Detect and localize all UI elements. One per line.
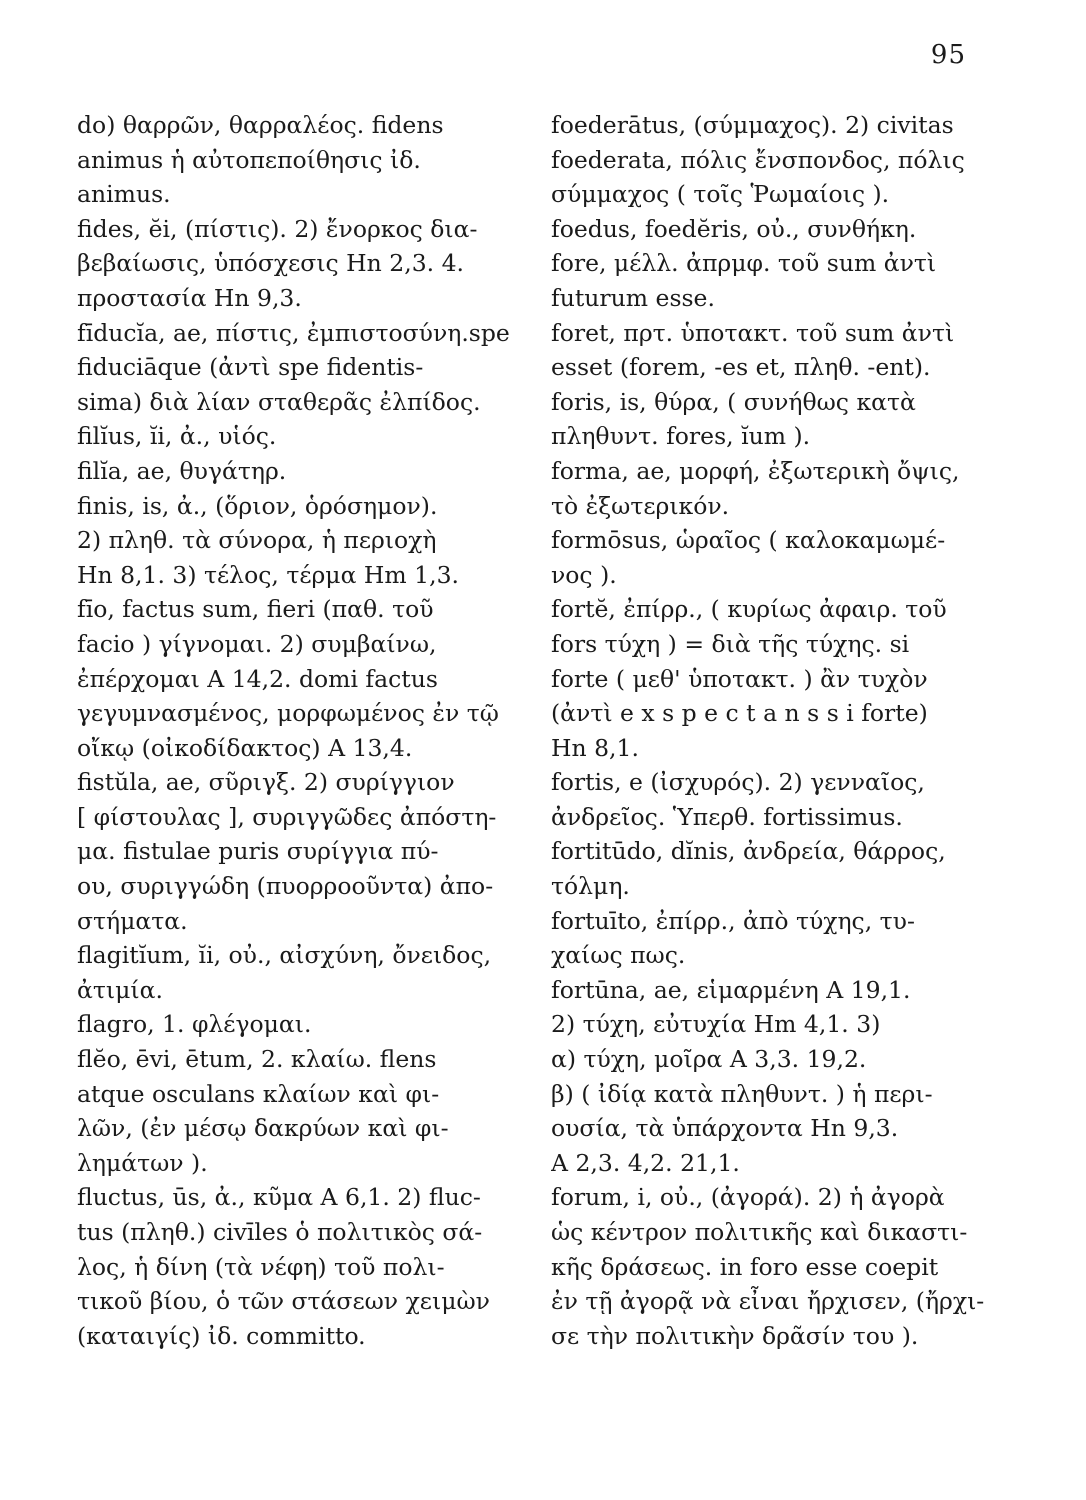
dictionary-line: filĭa, ae, θυγάτηρ. [77,456,287,485]
dictionary-line: fīo, factus sum, fieri (παθ. τοῦ [77,595,434,624]
dictionary-line: μα. fistulae puris συρίγγια πύ- [77,837,439,866]
dictionary-line: fortitūdo, dĭnis, ἀνδρεία, θάρρος, [551,837,946,866]
dictionary-line: πληθυντ. fores, ĭum ). [551,422,811,451]
dictionary-line: forte ( μεθ' ὑποτακτ. ) ἂν τυχὸν [551,664,928,693]
dictionary-line: fortuīto, ἐπίρρ., ἀπὸ τύχης, τυ- [551,906,915,935]
dictionary-line: fiduciāque (ἀντὶ spe fidentis- [77,353,424,382]
dictionary-line: κῆς δράσεως. in foro esse coepit [551,1252,939,1281]
dictionary-line: β) ( ἰδίᾳ κατὰ πληθυντ. ) ἡ περι- [551,1079,933,1108]
dictionary-line: foederātus, (σύμμαχος). 2) civitas [551,111,954,139]
dictionary-line: facio ) γίγνομαι. 2) συμβαίνω, [77,629,437,658]
dictionary-line: fortūna, ae, εἱμαρμένη A 19,1. [551,975,911,1004]
dictionary-line: λος, ἡ δίνη (τὰ νέφη) τοῦ πολι- [77,1252,445,1281]
dictionary-line: atque osculans κλαίων καὶ φι- [77,1079,440,1108]
dictionary-line: finis, is, ἀ., (ὅριον, ὁρόσημον). [77,491,438,520]
dictionary-line: fistŭla, ae, σῦριγξ. 2) συρίγγιον [77,768,455,797]
dictionary-line: σύμμαχος ( τοῖς Ῥωμαίοις ). [551,180,890,209]
dictionary-line: 2) πληθ. τὰ σύνορα, ἡ περιοχὴ [77,526,437,555]
dictionary-line: α) τύχη, μοῖρα A 3,3. 19,2. [551,1045,867,1074]
dictionary-line: τικοῦ βίου, ὁ τῶν στάσεων χειμὼν [77,1287,490,1316]
dictionary-line: foederata, πόλις ἔνσπονδος, πόλις [551,145,965,174]
dictionary-line: (ἀντὶ e x s p e c t a n s s i forte) [551,699,928,728]
dictionary-line: ἐν τῇ ἀγορᾷ νὰ εἶναι ἤρχισεν, (ἤρχι- [551,1287,985,1316]
dictionary-line: flĕo, ēvi, ētum, 2. κλαίω. flens [77,1045,437,1074]
dictionary-line: ἐπέρχομαι A 14,2. domi factus [77,664,438,693]
dictionary-line: Hn 8,1. 3) τέλος, τέρμα Hm 1,3. [77,560,460,589]
dictionary-line: foret, πρτ. ὑποτακτ. τοῦ sum ἀντὶ [551,318,955,347]
dictionary-line: οἴκῳ (οἰκοδίδακτος) A 13,4. [77,733,413,762]
dictionary-line: στήματα. [77,906,188,935]
dictionary-line: fortĕ, ἐπίρρ., ( κυρίως ἀφαιρ. τοῦ [551,595,947,624]
dictionary-line: flagitĭum, ĭi, οὐ., αἰσχύνη, ὄνειδος, [77,941,492,970]
dictionary-line: flagro, 1. φλέγομαι. [77,1010,312,1039]
dictionary-line: esset (forem, -es et, πληθ. -ent). [551,353,931,382]
dictionary-line: sima) διὰ λίαν σταθερᾶς ἐλπίδος. [77,387,481,416]
dictionary-line: χαίως πως. [551,941,686,970]
page-number: 95 [930,40,966,70]
dictionary-line: ὡς κέντρον πολιτικῆς καὶ δικαστι- [551,1218,968,1246]
dictionary-line: animus. [77,180,171,209]
dictionary-line: fīducĭa, ae, πίστις, ἐμπιστοσύνη.spe [77,318,510,347]
dictionary-line: animus ἡ αὐτοπεποίθησις ἰδ. [77,145,421,174]
dictionary-line: τόλμη. [551,872,630,901]
dictionary-line: fluctus, ūs, ἀ., κῦμα A 6,1. 2) fluc- [77,1183,481,1212]
dictionary-line: λῶν, (ἐν μέσῳ δακρύων καὶ φι- [77,1114,449,1143]
right-column [551,108,1021,1353]
dictionary-line: τὸ ἐξωτερικόν. [551,491,730,520]
dictionary-line: A 2,3. 4,2. 21,1. [551,1148,740,1177]
dictionary-line: fortis, e (ἰσχυρός). 2) γενναῖος, [551,768,925,797]
dictionary-line: do) θαρρῶν, θαρραλέος. fidens [77,111,444,139]
dictionary-line: γεγυμνασμένος, μορφωμένος ἐν τῷ [77,699,499,728]
dictionary-line: fors τύχη ) = διὰ τῆς τύχης. si [551,629,910,658]
dictionary-line: ἀτιμία. [77,975,163,1004]
dictionary-line: fides, ĕi, (πίστις). 2) ἔνορκος δια- [77,214,478,243]
dictionary-line: forum, i, οὐ., (ἀγορά). 2) ἡ ἀγορὰ [551,1183,945,1212]
left-column [77,108,541,1353]
dictionary-line: tus (πληθ.) civīles ὁ πολιτικὸς σά- [77,1218,483,1246]
dictionary-line: βεβαίωσις, ὑπόσχεσις Hn 2,3. 4. [77,249,465,278]
dictionary-line: ἀνδρεῖος. Ὑπερθ. fortissimus. [551,802,903,831]
dictionary-line: ουσία, τὰ ὑπάρχοντα Hn 9,3. [551,1114,899,1143]
dictionary-line: (καταιγίς) ἰδ. committo. [77,1321,366,1350]
dictionary-line: [ φίστουλας ], συριγγῶδες ἀπόστη- [77,802,497,831]
dictionary-line: Hn 8,1. [551,733,639,762]
dictionary-line: νος ). [551,560,617,589]
dictionary-line: formōsus, ὡραῖος ( καλοκαμωμέ- [551,526,946,555]
dictionary-line: λημάτων ). [77,1148,208,1177]
dictionary-line: forma, ae, μορφή, ἐξωτερικὴ ὄψις, [551,456,960,485]
dictionary-line: προστασία Hn 9,3. [77,283,302,312]
dictionary-line: ου, συριγγώδη (πυορροοῦντα) ἀπο- [77,872,494,901]
dictionary-line: 2) τύχη, εὐτυχία Hm 4,1. 3) [551,1010,881,1039]
dictionary-line: fore, μέλλ. ἀπρμφ. τοῦ sum ἀντὶ [551,249,937,278]
dictionary-line: futurum esse. [551,283,715,312]
dictionary-line: filĭus, ĭi, ἀ., υἱός. [77,422,277,451]
dictionary-line: σε τὴν πολιτικὴν δρᾶσίν του ). [551,1321,919,1350]
dictionary-line: foris, is, θύρα, ( συνήθως κατὰ [551,387,916,416]
dictionary-line: foedus, foedĕris, οὐ., συνθήκη. [551,214,917,243]
